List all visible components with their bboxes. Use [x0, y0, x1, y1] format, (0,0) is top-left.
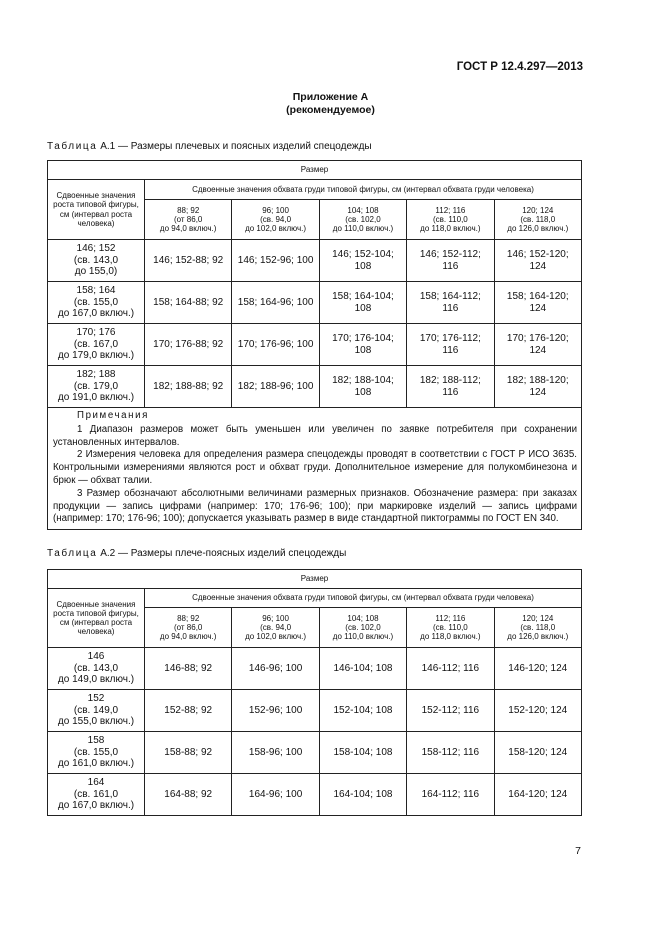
column-header-line: до 126,0 включ.) — [507, 224, 569, 234]
size-cell — [145, 282, 232, 324]
size-cell-line: 158; 164-96; 100 — [237, 296, 314, 308]
table-row — [48, 366, 582, 408]
column-header-line: до 102,0 включ.) — [245, 632, 307, 642]
table2-label: Таблица — [47, 548, 98, 559]
size-cell — [407, 366, 494, 408]
size-cell — [494, 240, 581, 282]
column-header-line: до 94,0 включ.) — [159, 632, 217, 642]
size-cell-line: 170; 176-96; 100 — [237, 338, 314, 350]
size-cell — [319, 282, 406, 324]
row-header-line: (св. 143,0 — [73, 254, 119, 266]
size-cell: 158-96; 100 — [232, 732, 319, 774]
size-cell — [319, 324, 406, 366]
column-header-line: (св. 102,0 — [345, 622, 381, 632]
size-cell: 158-112; 116 — [407, 732, 494, 774]
appendix-title: Приложение А — [292, 91, 369, 103]
size-cell-line: 146; 152-104; — [332, 249, 394, 260]
table-row — [48, 690, 582, 732]
table1-chest-header: Сдвоенные значения обхвата груди типовой фигуры, см (интервал обхвата груди человека) — [145, 180, 582, 200]
table1-caption-text: А.1 — Размеры плечевых и поясных изделий спецодежды — [97, 141, 372, 152]
row-header-line: 158; 164 — [76, 285, 116, 297]
size-cell-line: 116 — [442, 344, 459, 356]
column-header — [145, 200, 232, 240]
column-header-line: до 118,0 включ.) — [420, 224, 481, 234]
column-header-line: (св. 110,0 — [432, 622, 468, 632]
size-cell — [232, 324, 319, 366]
size-cell: 158-104; 108 — [319, 732, 406, 774]
size-cell: 146-120; 124 — [494, 648, 581, 690]
table1-label: Таблица — [47, 141, 98, 152]
column-header-line: 88; 92 — [177, 613, 200, 623]
size-cell-line: 116 — [442, 386, 459, 398]
size-cell-line: 108 — [354, 302, 372, 314]
column-header — [319, 200, 406, 240]
size-cell — [407, 324, 494, 366]
size-cell: 164-88; 92 — [145, 774, 232, 816]
column-header-line: 104; 108 — [347, 613, 379, 623]
size-cell-line: 182; 188-96; 100 — [237, 380, 314, 392]
size-cell: 152-88; 92 — [145, 690, 232, 732]
column-header-line: 112; 116 — [435, 205, 466, 215]
row-header-line: 152 — [87, 693, 105, 705]
column-header-line: 96; 100 — [262, 613, 289, 623]
size-cell-line: 124 — [529, 260, 547, 272]
size-cell: 164-96; 100 — [232, 774, 319, 816]
column-header — [145, 608, 232, 648]
size-cell-line: 146; 152-120; — [506, 249, 569, 260]
row-header-cell — [48, 648, 145, 690]
table1-caption — [47, 141, 372, 152]
table-row — [48, 774, 582, 816]
size-cell — [145, 240, 232, 282]
row-header-line: 146 — [87, 651, 105, 663]
size-cell-line: 116 — [442, 260, 459, 272]
size-cell-line: 124 — [529, 386, 547, 398]
size-cell-line: 146; 152-112; — [419, 249, 481, 260]
column-header — [232, 200, 319, 240]
row-header-line: до 155,0) — [74, 266, 118, 278]
column-header-line: 96; 100 — [262, 205, 289, 215]
row-header-cell — [48, 690, 145, 732]
row-header-line: до 167,0 включ.) — [57, 308, 135, 320]
size-cell — [494, 324, 581, 366]
size-cell-line: 116 — [442, 302, 459, 314]
row-header-cell — [48, 774, 145, 816]
row-header-line: (св. 143,0 — [73, 662, 119, 674]
column-header-line: (св. 118,0 — [520, 214, 556, 224]
size-cell: 164-112; 116 — [407, 774, 494, 816]
row-header-line: 170; 176 — [76, 327, 116, 339]
row-header-line: (св. 149,0 — [73, 704, 119, 716]
size-cell-line: 158; 164-104; — [332, 291, 394, 302]
notes-row — [48, 408, 582, 530]
size-cell-line: 170; 176-112; — [419, 333, 481, 344]
size-cell: 164-120; 124 — [494, 774, 581, 816]
table2 — [47, 569, 582, 816]
column-header-line: до 118,0 включ.) — [420, 632, 481, 642]
size-cell — [319, 366, 406, 408]
size-cell — [407, 282, 494, 324]
size-cell — [232, 282, 319, 324]
document-code: ГОСТ Р 12.4.297—2013 — [456, 61, 583, 73]
row-header-line: (св. 155,0 — [73, 746, 119, 758]
row-header-cell — [48, 240, 145, 282]
table1-row-header: Сдвоенные значения роста типовой фигуры, см (интервал роста человека) — [48, 180, 145, 240]
size-cell-line: 182; 188-104; — [332, 375, 394, 386]
size-cell: 152-112; 116 — [407, 690, 494, 732]
row-header-cell — [48, 324, 145, 366]
column-header-line: до 102,0 включ.) — [245, 224, 307, 234]
notes-heading: Примечания — [77, 410, 149, 421]
row-header-line: (св. 179,0 — [73, 380, 119, 392]
row-header-line: до 155,0 включ.) — [57, 716, 135, 728]
column-header-line: (от 86,0 — [173, 214, 203, 224]
column-header-line: (св. 102,0 — [345, 214, 381, 224]
size-cell-line: 182; 188-112; — [419, 375, 481, 386]
row-header-line: (св. 167,0 — [73, 338, 119, 350]
size-cell-line: 158; 164-88; 92 — [153, 296, 224, 308]
size-cell — [319, 240, 406, 282]
row-header-line: (св. 155,0 — [73, 296, 119, 308]
column-header — [319, 608, 406, 648]
size-cell — [494, 366, 581, 408]
size-cell-line: 146; 152-96; 100 — [237, 254, 314, 266]
size-cell: 152-96; 100 — [232, 690, 319, 732]
column-header-line: (св. 110,0 — [432, 214, 468, 224]
size-cell: 146-112; 116 — [407, 648, 494, 690]
size-cell: 152-120; 124 — [494, 690, 581, 732]
row-header-line: 146; 152 — [76, 243, 116, 255]
table-row — [48, 282, 582, 324]
size-cell: 158-120; 124 — [494, 732, 581, 774]
size-cell — [145, 366, 232, 408]
size-cell-line: 158; 164-112; — [419, 291, 481, 302]
row-header-line: до 179,0 включ.) — [57, 350, 135, 362]
column-header-line: (св. 118,0 — [520, 622, 556, 632]
column-header — [407, 608, 494, 648]
column-header-line: 88; 92 — [177, 205, 200, 215]
column-header-line: 120; 124 — [522, 613, 554, 623]
size-cell-line: 170; 176-104; — [332, 333, 394, 344]
column-header — [494, 608, 581, 648]
row-header-line: до 191,0 включ.) — [57, 392, 135, 404]
size-cell: 158-88; 92 — [145, 732, 232, 774]
notes-cell — [48, 408, 582, 530]
table2-caption-text: А.2 — Размеры плече-поясных изделий спецодежды — [97, 548, 347, 559]
row-header-cell — [48, 366, 145, 408]
size-cell-line: 108 — [354, 260, 372, 272]
row-header-line: (св. 161,0 — [73, 788, 119, 800]
column-header-line: до 110,0 включ.) — [332, 632, 394, 642]
size-cell: 146-88; 92 — [145, 648, 232, 690]
column-header-line: 104; 108 — [347, 205, 379, 215]
column-header — [407, 200, 494, 240]
row-header-cell — [48, 282, 145, 324]
size-cell — [407, 240, 494, 282]
row-header-line: до 167,0 включ.) — [57, 800, 135, 812]
column-header-line: 120; 124 — [522, 205, 554, 215]
row-header-line: до 161,0 включ.) — [57, 758, 135, 770]
size-cell-line: 182; 188-88; 92 — [153, 380, 224, 392]
column-header-line: (от 86,0 — [173, 622, 203, 632]
size-cell: 164-104; 108 — [319, 774, 406, 816]
column-header-line: 112; 116 — [435, 613, 466, 623]
table-row — [48, 240, 582, 282]
column-header — [232, 608, 319, 648]
size-cell — [232, 366, 319, 408]
row-header-line: 164 — [87, 777, 105, 789]
size-cell-line: 108 — [354, 386, 372, 398]
row-header-line: 158 — [87, 735, 105, 747]
size-cell: 146-96; 100 — [232, 648, 319, 690]
size-cell-line: 170; 176-120; — [506, 333, 569, 344]
size-cell — [494, 282, 581, 324]
column-header-line: (св. 94,0 — [260, 622, 292, 632]
size-cell-line: 124 — [529, 302, 547, 314]
column-header-line: до 126,0 включ.) — [507, 632, 569, 642]
size-cell-line: 146; 152-88; 92 — [153, 254, 224, 266]
column-header-line: до 110,0 включ.) — [332, 224, 394, 234]
table-row — [48, 732, 582, 774]
column-header — [494, 200, 581, 240]
size-cell — [145, 324, 232, 366]
row-header-cell — [48, 732, 145, 774]
row-header-line: 182; 188 — [76, 369, 116, 381]
column-header-line: до 94,0 включ.) — [159, 224, 217, 234]
table2-chest-header: Сдвоенные значения обхвата груди типовой фигуры, см (интервал обхвата груди человека) — [145, 589, 582, 608]
note-item: 3 Размер обозначают абсолютными величинами размерных признаков. Обозначение размера: при заказах продукции — запись цифрами (например: 170; 176-96; 100); при маркировке изделий — запись цифрами (например: 170; 176-96; 100); допускается указывать размер в виде стандартной пиктограммы по ГОСТ EN 340. — [53, 487, 577, 525]
size-cell-line: 124 — [529, 344, 547, 356]
appendix-subtitle: (рекомендуемое) — [286, 104, 375, 116]
size-cell-line: 108 — [354, 344, 372, 356]
table2-size-header: Размер — [48, 570, 582, 589]
size-cell: 146-104; 108 — [319, 648, 406, 690]
table1-size-header: Размер — [48, 161, 582, 180]
table2-row-header: Сдвоенные значения роста типовой фигуры, см (интервал роста человека) — [48, 589, 145, 648]
page-number: 7 — [575, 845, 581, 857]
size-cell-line: 170; 176-88; 92 — [153, 338, 224, 350]
column-header-line: (св. 94,0 — [260, 214, 292, 224]
row-header-line: до 149,0 включ.) — [57, 674, 135, 686]
table1 — [47, 160, 582, 530]
note-item: 1 Диапазон размеров может быть уменьшен или увеличен по заявке потребителя при сохранении установленных интервалов. — [53, 423, 577, 448]
table-row — [48, 648, 582, 690]
note-item: 2 Измерения человека для определения размера спецодежды проводят в соответствии с ГОСТ Р ИСО 3635. Контрольными измерениями являются рост и обхват груди. Дополнительное измерение для полукомбинезона и брюк — обхват талии. — [53, 449, 577, 486]
size-cell-line: 158; 164-120; — [506, 291, 569, 302]
table2-caption — [47, 548, 346, 559]
size-cell: 152-104; 108 — [319, 690, 406, 732]
size-cell-line: 182; 188-120; — [506, 375, 569, 386]
table-row — [48, 324, 582, 366]
size-cell — [232, 240, 319, 282]
